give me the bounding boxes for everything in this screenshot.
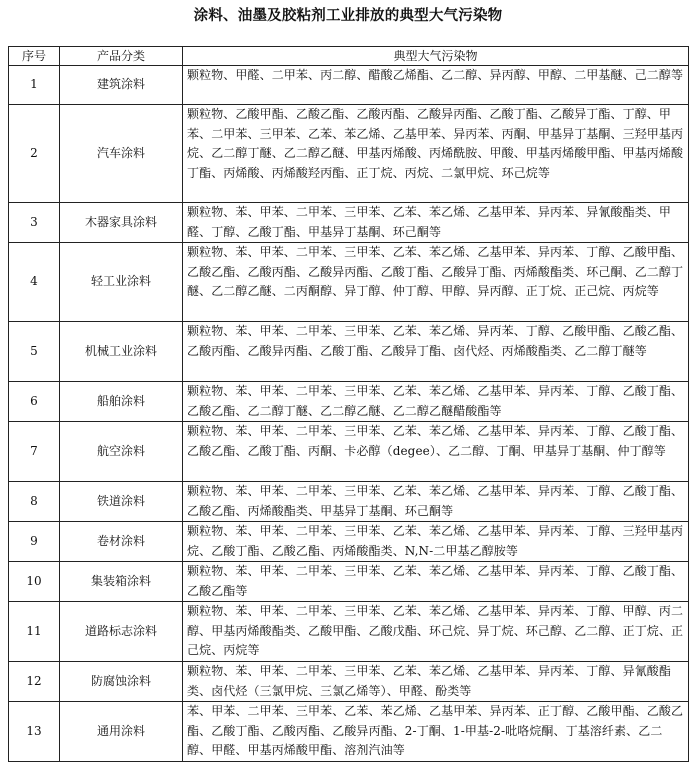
header-pollutants: 典型大气污染物 [183, 47, 689, 66]
row-category: 轻工业涂料 [60, 243, 183, 322]
table-row [9, 482, 689, 522]
row-no: 4 [9, 243, 60, 322]
row-no: 1 [9, 66, 60, 105]
row-category: 集装箱涂料 [60, 562, 183, 602]
row-category: 通用涂料 [60, 702, 183, 762]
row-pollutants: 颗粒物、苯、甲苯、二甲苯、三甲苯、乙苯、苯乙烯、异丙苯、丁醇、乙酸甲酯、乙酸乙酯、乙酸丙酯、乙酸异丙酯、乙酸丁酯、乙酸异丁酯、卤代烃、丙烯酸酯类、乙二醇丁醚等 [183, 322, 689, 382]
pollutant-table [8, 46, 689, 762]
table-row [9, 382, 689, 422]
row-no: 6 [9, 382, 60, 422]
row-pollutants: 颗粒物、苯、甲苯、二甲苯、三甲苯、乙苯、苯乙烯、乙基甲苯、异丙苯、丁醇、乙酸丁酯、乙酸乙酯、乙二醇丁醚、乙二醇乙醚、乙二醇乙醚醋酸酯等 [183, 382, 689, 422]
row-pollutants: 颗粒物、苯、甲苯、二甲苯、三甲苯、乙苯、苯乙烯、乙基甲苯、异丙苯、丁醇、乙酸丁酯、乙酸乙酯等 [183, 562, 689, 602]
table-row [9, 105, 689, 203]
row-category: 防腐蚀涂料 [60, 662, 183, 702]
row-pollutants: 苯、甲苯、二甲苯、三甲苯、乙苯、苯乙烯、乙基甲苯、异丙苯、正丁醇、乙酸甲酯、乙酸乙酯、乙酸丁酯、乙酸丙酯、乙酸异丙酯、2-丁酮、1-甲基-2-吡咯烷酮、丁基溶纤素、乙二醇、甲醛、甲基丙烯酸甲酯、溶剂汽油等 [183, 702, 689, 762]
row-category: 建筑涂料 [60, 66, 183, 105]
row-pollutants: 颗粒物、苯、甲苯、二甲苯、三甲苯、乙苯、苯乙烯、乙基甲苯、异丙苯、丁醇、甲醇、丙二醇、甲基丙烯酸酯类、乙酸甲酯、乙酸戊酯、环己烷、异丁烷、环己醇、乙二醇、正丁烷、正己烷、丙烷等 [183, 602, 689, 662]
row-category: 道路标志涂料 [60, 602, 183, 662]
row-pollutants: 颗粒物、乙酸甲酯、乙酸乙酯、乙酸丙酯、乙酸异丙酯、乙酸丁酯、乙酸异丁酯、丁醇、甲苯、二甲苯、三甲苯、乙苯、苯乙烯、乙基甲苯、异丙苯、丙酮、甲基异丁基酮、三羟甲基丙烷、乙二醇丁醚、乙二醇乙醚、甲基丙烯酸、丙烯酰胺、甲酸、甲基丙烯酸甲酯、甲基丙烯酸丁酯、丙烯酸、丙烯酸羟丙酯、正丁烷、丙烷、二氯甲烷、环己烷等 [183, 105, 689, 203]
row-category: 木器家具涂料 [60, 203, 183, 243]
row-category: 船舶涂料 [60, 382, 183, 422]
row-category: 铁道涂料 [60, 482, 183, 522]
table-row [9, 522, 689, 562]
row-category: 航空涂料 [60, 422, 183, 482]
row-no: 12 [9, 662, 60, 702]
table-row [9, 662, 689, 702]
header-category: 产品分类 [60, 47, 183, 66]
table-row [9, 66, 689, 105]
table-row [9, 203, 689, 243]
row-no: 10 [9, 562, 60, 602]
row-no: 2 [9, 105, 60, 203]
row-no: 9 [9, 522, 60, 562]
row-no: 13 [9, 702, 60, 762]
table-row [9, 422, 689, 482]
row-pollutants: 颗粒物、苯、甲苯、二甲苯、三甲苯、乙苯、苯乙烯、乙基甲苯、异丙苯、丁醇、三羟甲基丙烷、乙酸丁酯、乙酸乙酯、丙烯酸酯类、N,N-二甲基乙醇胺等 [183, 522, 689, 562]
table-row [9, 322, 689, 382]
document-title: 涂料、油墨及胶粘剂工业排放的典型大气污染物 [193, 8, 503, 24]
row-pollutants: 颗粒物、苯、甲苯、二甲苯、三甲苯、乙苯、苯乙烯、乙基甲苯、异丙苯、丁醇、乙酸丁酯、乙酸乙酯、丙烯酸酯类、甲基异丁基酮、环己酮等 [183, 482, 689, 522]
row-pollutants: 颗粒物、苯、甲苯、二甲苯、三甲苯、乙苯、苯乙烯、乙基甲苯、异丙苯、丁醇、异氰酸酯类、卤代烃（三氯甲烷、三氯乙烯等）、甲醛、酚类等 [183, 662, 689, 702]
table-row [9, 243, 689, 322]
row-no: 8 [9, 482, 60, 522]
row-no: 7 [9, 422, 60, 482]
row-pollutants: 颗粒物、苯、甲苯、二甲苯、三甲苯、乙苯、苯乙烯、乙基甲苯、异丙苯、异氰酸酯类、甲醛、丁醇、乙酸丁酯、甲基异丁基酮、环己酮等 [183, 203, 689, 243]
row-category: 卷材涂料 [60, 522, 183, 562]
row-category: 汽车涂料 [60, 105, 183, 203]
row-no: 11 [9, 602, 60, 662]
row-category: 机械工业涂料 [60, 322, 183, 382]
row-no: 3 [9, 203, 60, 243]
table-row [9, 702, 689, 762]
row-pollutants: 颗粒物、苯、甲苯、二甲苯、三甲苯、乙苯、苯乙烯、乙基甲苯、异丙苯、丁醇、乙酸甲酯、乙酸乙酯、乙酸丙酯、乙酸异丙酯、乙酸丁酯、乙酸异丁酯、丙烯酸酯类、环己酮、乙二醇丁醚、乙二醇乙醚、二丙酮醇、异丁醇、仲丁醇、甲醇、异丙醇、正丁烷、正己烷、丙烷等 [183, 243, 689, 322]
row-no: 5 [9, 322, 60, 382]
table-header-row [9, 47, 689, 66]
table-row [9, 602, 689, 662]
row-pollutants: 颗粒物、甲醛、二甲苯、丙二醇、醋酸乙烯酯、乙二醇、异丙醇、甲醇、二甲基醚、己二醇等 [183, 66, 689, 105]
header-no: 序号 [9, 47, 60, 66]
table-row [9, 562, 689, 602]
row-pollutants: 颗粒物、苯、甲苯、二甲苯、三甲苯、乙苯、苯乙烯、乙基甲苯、异丙苯、丁醇、乙酸丁酯、乙酸乙酯、乙酸丁酯、丙酮、卡必醇（degee）、乙二醇、丁酮、甲基异丁基酮、仲丁醇等 [183, 422, 689, 482]
